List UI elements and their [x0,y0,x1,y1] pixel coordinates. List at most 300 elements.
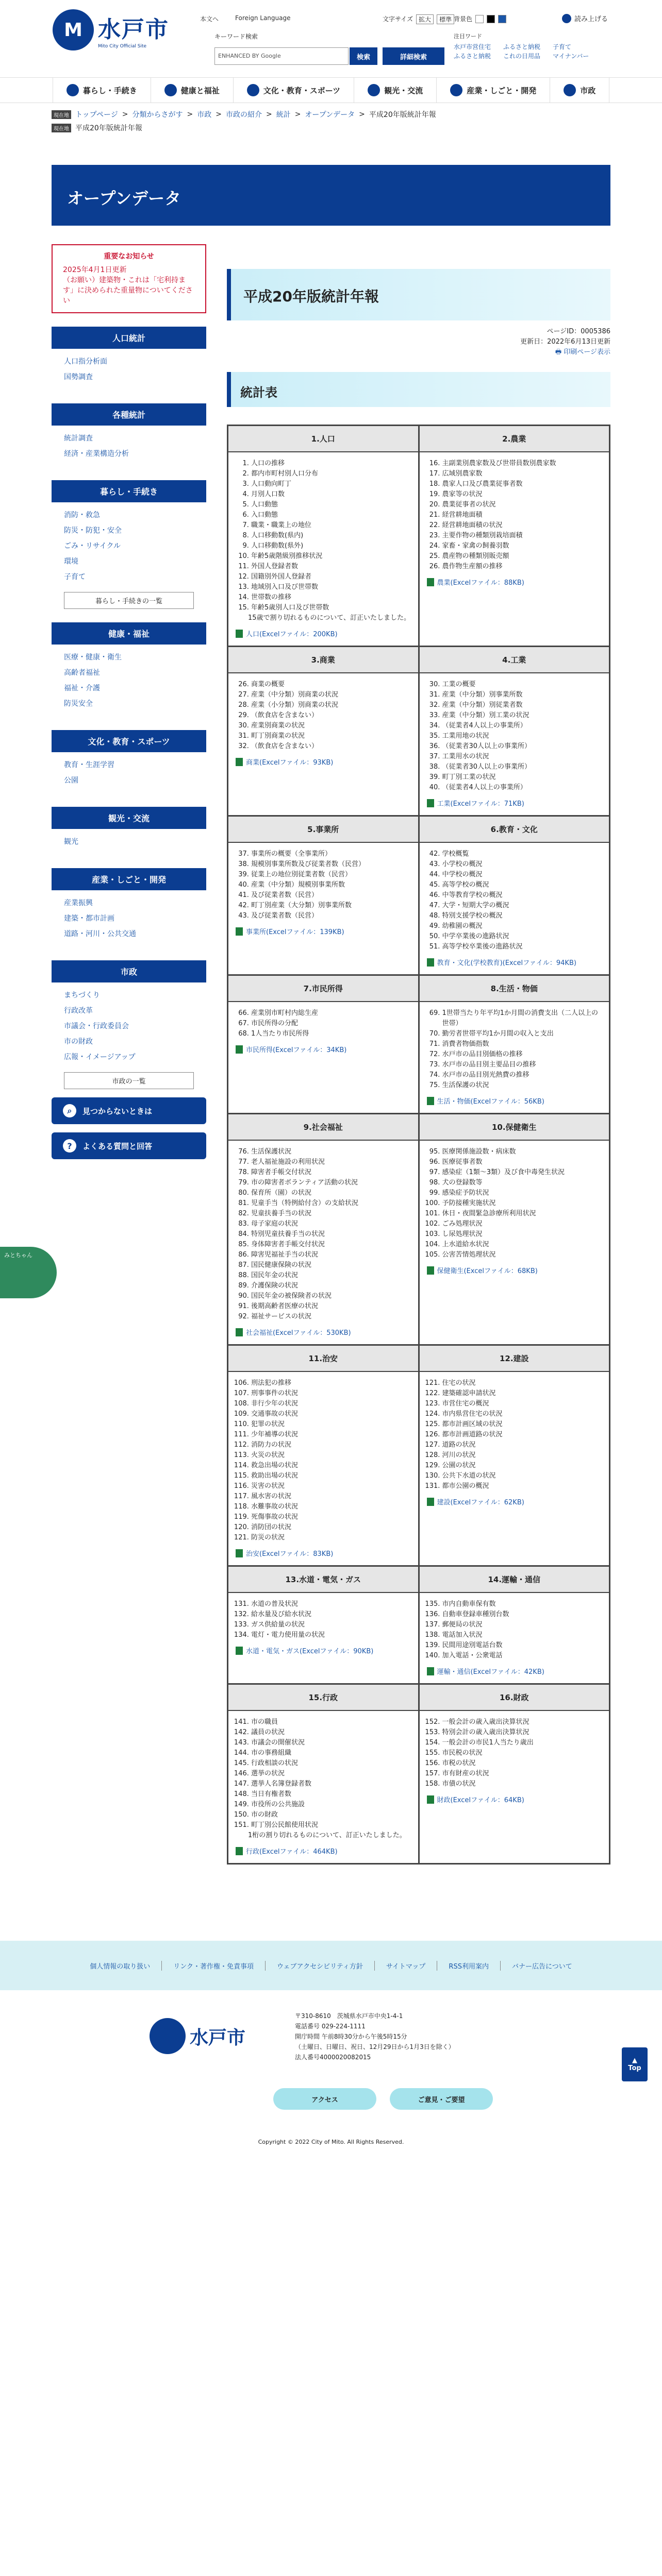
sidebar-section [52,403,206,467]
excel-file-icon [236,1549,243,1557]
section-title: 統計表 [227,372,610,407]
footer-link[interactable]: RSS利用案内 [437,1961,501,1971]
excel-download [228,921,418,943]
stats-cell-body [420,673,609,793]
breadcrumb-item: 平成20年版統計年報 [369,111,436,119]
back-to-top-button[interactable] [622,2047,648,2081]
excel-file-icon [427,578,434,586]
book-icon [247,84,259,96]
stats-item: 131. 都市公園の概況 [442,1481,602,1492]
stats-item: 142. 議員の状況 [251,1727,411,1738]
sidebar-link[interactable]: 福祉・介護 [64,684,100,692]
stats-item: 33. 産業（中分類）別工業の状況 [442,710,602,721]
quick-link[interactable]: 子育て [553,43,572,50]
stats-item: 30. 工業の概要 [442,680,602,690]
stats-item: 40. （従業者4人以上の事業所） [442,783,602,793]
stats-cell [228,1114,419,1345]
stats-item: 92. 福祉サービスの状況 [251,1312,411,1322]
stats-item: 66. 産業別市町村内総生産 [251,1008,411,1019]
sidebar-heading: 各種統計 [52,403,206,426]
text-size-enlarge-button[interactable]: 拡大 [416,14,434,24]
excel-download-link[interactable]: 工業(Excelファイル：71KB) [437,800,524,808]
gnav-item[interactable] [437,78,550,103]
footer-logo[interactable] [150,2018,245,2054]
stats-cell-heading: 12.建設 [420,1346,609,1372]
stats-item: 97. 感染症（1類～3類）及び食中毒発生状況 [442,1167,602,1178]
excel-download [228,1543,418,1565]
mascot-widget[interactable] [0,1247,57,1298]
excel-download-link[interactable]: 農業(Excelファイル：88KB) [437,579,524,587]
stats-item: 80. 保育所（園）の状況 [251,1188,411,1198]
stats-item: 27. 産業（中分類）別商業の状況 [251,690,411,700]
footer-link[interactable]: 個人情報の取り扱い [78,1961,162,1971]
sidebar [52,236,206,1865]
excel-file-icon [236,630,243,638]
breadcrumb-tag: 現在地 [52,110,71,119]
stats-item: 51. 高等学校卒業後の進路状況 [442,942,602,952]
stats-item: 154. 一般会計の市民1人当たり歳出 [442,1738,602,1748]
sidebar-link[interactable]: まちづくり [64,991,100,999]
sidebar-more-button[interactable]: 暮らし・手続きの一覧 [64,592,194,609]
breadcrumb-current: 平成20年版統計年報 [75,124,142,132]
stats-item: 123. 市営住宅の概況 [442,1399,602,1409]
excel-download-link[interactable]: 建設(Excelファイル：62KB) [437,1499,524,1506]
footer-links [0,1941,662,1990]
stats-item: 45. 高等学校の概況 [442,880,602,890]
sidebar-list-item [64,926,194,942]
excel-file-icon [236,1328,243,1336]
gnav-label: 健康と福祉 [180,86,220,95]
excel-download-link[interactable]: 教育・文化(学校教育)(Excelファイル：94KB) [437,959,576,967]
stats-item: 152. 一般会計の歳入歳出決算状況 [442,1717,602,1727]
sidebar-link[interactable]: 人口指分析面 [64,358,107,366]
city-emblem-icon [150,2018,186,2054]
search-icon: ⌕ [63,1104,76,1117]
global-nav [0,77,662,103]
sidebar-link[interactable]: 経済・産業構造分析 [64,450,129,458]
stats-item-list [427,1008,602,1091]
excel-file-icon [427,1266,434,1275]
breadcrumb-item[interactable]: 分類からさがす [132,111,183,119]
stats-item: 88. 国民年金の状況 [251,1270,411,1281]
sidebar-link[interactable]: 広報・イメージアップ [64,1053,136,1061]
stats-item: 36. （従業者30人以上の事業所） [442,741,602,752]
stats-item: 102. ごみ処理状況 [442,1219,602,1229]
excel-download [420,793,609,815]
read-aloud-label: 読み上げる [574,15,608,23]
stats-item: 127. 道路の状況 [442,1440,602,1450]
sidebar-link[interactable]: 高齢者福祉 [64,669,100,677]
footer-link[interactable]: バナー広告について [511,1962,572,1971]
sidebar-list [52,645,206,717]
sidebar-list [52,502,206,590]
sidebar-heading: 産業・しごと・開発 [52,868,206,890]
stats-item: 146. 選挙の状況 [251,1769,411,1779]
site-logo[interactable] [53,9,169,50]
quick-links [454,42,608,61]
stats-cell-heading: 3.商業 [228,647,418,673]
stats-item: 120. 消防団の状況 [251,1522,411,1533]
bg-blue-swatch[interactable] [498,15,506,23]
heart-icon [164,84,177,96]
stats-item-list [427,680,602,793]
quick-link[interactable]: ふるさと納税 [454,53,491,60]
stats-item-list [236,459,411,613]
footer-link[interactable]: リンク・著作権・免責事項 [162,1961,266,1971]
excel-download-link[interactable]: 事業所(Excelファイル：139KB) [246,928,344,936]
stats-item: 151. 町丁別公民館使用状況 [251,1820,411,1831]
stats-cell-body [228,452,418,623]
excel-download [228,623,418,646]
stats-cell-heading: 2.農業 [420,426,609,452]
excel-file-icon [427,1097,434,1105]
stats-cell [419,975,610,1114]
stats-cell-body [420,1141,609,1260]
stats-item: 138. 電話加入状況 [442,1630,602,1640]
stats-item: 46. 中等教育学校の概況 [442,890,602,901]
sidebar-list-item [64,554,194,569]
stats-item: 7. 職業・職業上の地位 [251,520,411,531]
stats-item: 16. 主副業別農家数及び世帯員数別農家数 [442,459,602,469]
stats-item: 43. 及び従業者数（民営） [251,911,411,921]
text-size-label: 文字サイズ [383,15,413,23]
excel-download [420,1789,609,1811]
print-link[interactable]: 🖶 印刷ページ表示 [555,348,610,356]
text-size-control [383,14,454,24]
stats-cell-heading: 6.教育・文化 [420,817,609,843]
sidebar-link[interactable]: 医療・健康・衛生 [64,653,122,662]
gnav-item[interactable] [234,78,354,103]
stats-item: 116. 災害の状況 [251,1481,411,1492]
breadcrumb-item[interactable]: 統計 [276,111,291,119]
stats-item: 5. 人口動態 [251,500,411,510]
notice-date: 2025年4月1日更新 [63,266,127,274]
stats-item: 157. 市有財産の状況 [442,1769,602,1779]
sidebar-heading: 暮らし・手続き [52,480,206,502]
sidebar-more-button[interactable]: 市政の一覧 [64,1072,194,1089]
footer-address [295,2011,455,2062]
breadcrumb-separator: > [216,110,222,118]
stats-item: 141. 市の職員 [251,1717,411,1727]
stats-item: 28. 産業（小分類）別商業の状況 [251,700,411,710]
breadcrumb-item[interactable]: 市政 [197,111,212,119]
sidebar-link[interactable]: 行政改革 [64,1007,93,1015]
stats-item: 85. 身体障害者手帳交付状況 [251,1240,411,1250]
stats-cell [228,1684,419,1864]
sidebar-list [52,829,206,855]
faq-label: よくある質問と回答 [82,1141,153,1151]
stats-cell [419,1114,610,1345]
sidebar-link[interactable]: 教育・生涯学習 [64,761,114,769]
sidebar-section [52,327,206,390]
stats-item: 136. 自動車登録車種別台数 [442,1609,602,1620]
sidebar-link[interactable]: ごみ・リサイクル [64,542,121,550]
excel-file-icon [236,1045,243,1054]
excel-download [228,1640,418,1663]
stats-item: 41. 及び従業者数（民営） [251,890,411,901]
stats-cell [228,426,419,647]
stats-item: 145. 行政相談の状況 [251,1758,411,1769]
stats-cell-body [228,1141,418,1322]
top-label: Top [628,2064,641,2072]
gnav-label: 市政 [580,86,596,95]
excel-file-icon [427,1795,434,1804]
stats-item: 1. 人口の推移 [251,459,411,469]
stats-item: 117. 風水害の状況 [251,1492,411,1502]
faq-button[interactable] [52,1132,206,1159]
stats-cell-body [420,1593,609,1661]
stats-item: 126. 都市計画道路の状況 [442,1430,602,1440]
stats-cell-heading: 8.生活・物価 [420,976,609,1002]
stats-cell [228,975,419,1114]
building-icon [450,84,462,96]
stats-item: 72. 水戸市の品目別価格の推移 [442,1049,602,1060]
sidebar-link[interactable]: 市の財政 [64,1038,93,1046]
stats-item: 90. 国民年金の被保険者の状況 [251,1291,411,1301]
not-found-button[interactable] [52,1097,206,1124]
logo-subtext: Mito City Official Site [98,44,147,49]
excel-download [228,752,418,774]
excel-file-icon [427,1498,434,1506]
stats-cell-body [420,843,609,952]
stats-cell-heading: 14.運輸・通信 [420,1567,609,1593]
breadcrumb [0,103,662,137]
bg-color-label: 背景色 [454,15,473,23]
excel-download-link[interactable]: 保健衛生(Excelファイル：68KB) [437,1267,538,1275]
stats-cell [419,647,610,816]
excel-download [228,1841,418,1863]
gnav-item[interactable] [550,78,609,103]
stats-item: 89. 介護保険の状況 [251,1281,411,1291]
header-link[interactable]: Foreign Language [235,14,291,22]
breadcrumb-item[interactable]: 市政の紹介 [225,111,262,119]
excel-download-link[interactable]: 人口(Excelファイル：200KB) [246,631,338,638]
stats-cell-heading: 5.事業所 [228,817,418,843]
stats-item: 111. 少年補導の状況 [251,1430,411,1440]
quick-link[interactable]: マイナンバー [553,53,589,60]
stats-item: 26. 商業の概要 [251,680,411,690]
sidebar-link[interactable]: 建築・都市計画 [64,914,114,923]
excel-download-link[interactable]: 治安(Excelファイル：83KB) [246,1550,334,1558]
logo-text: 水戸市 [98,16,169,43]
sidebar-list-item [64,1034,194,1049]
stats-item: 21. 経営耕地面積 [442,510,602,520]
stats-item-list [236,1599,411,1640]
stats-cell-body [420,1372,609,1492]
excel-download-link[interactable]: 市民所得(Excelファイル：34KB) [246,1046,347,1054]
stats-item: 22. 経営耕地面積の状況 [442,520,602,531]
stats-item: 74. 水戸市の品目別光熱費の推移 [442,1070,602,1080]
stats-item: 23. 主要作物の種類別栽培面積 [442,531,602,541]
stats-item: 82. 児童扶養手当の状況 [251,1209,411,1219]
stats-item: 84. 特別児童扶養手当の状況 [251,1229,411,1240]
excel-download-link[interactable]: 財政(Excelファイル：64KB) [437,1797,524,1804]
stats-item: 105. 公害苦情処理状況 [442,1250,602,1260]
stats-item: 132. 給水量及び給水状況 [251,1609,411,1620]
access-button[interactable]: アクセス [273,2088,376,2110]
search-input[interactable]: ENHANCED BY Google [214,47,349,65]
footer-address-line: 電話番号 029-224-1111 [295,2023,366,2030]
sidebar-link[interactable]: 道路・河川・公共交通 [64,930,136,938]
arrow-up-icon: ▲ [632,2057,637,2064]
gnav-label: 暮らし・手続き [82,86,137,95]
quick-link[interactable]: ふるさと納税 [503,43,541,50]
sidebar-link[interactable]: 環境 [64,557,78,566]
breadcrumb-tag: 現在地 [52,124,71,132]
excel-download [420,952,609,974]
sidebar-link[interactable]: 防災・防犯・安全 [64,527,122,535]
sidebar-link[interactable]: 公園 [64,776,78,785]
stats-item: 49. 幼稚園の概況 [442,921,602,931]
stats-item: 135. 市内自動車保有数 [442,1599,602,1609]
footer-link[interactable]: サイトマップ [375,1961,438,1971]
sidebar-list-item [64,696,194,711]
stats-item: 118. 水難事故の状況 [251,1502,411,1512]
stats-item-list [236,1717,411,1831]
text-size-standard-button[interactable]: 標準 [437,14,454,24]
notice-link[interactable]: （お願い）建築物・これは「宅利持ます」に決められた重量物についてください [63,276,193,305]
excel-download-link[interactable]: 運輸・通信(Excelファイル：42KB) [437,1668,544,1676]
excel-download-link[interactable]: 社会福祉(Excelファイル：530KB) [246,1329,351,1337]
stats-cell [228,1345,419,1566]
sidebar-link[interactable]: 産業振興 [64,899,93,907]
stats-item: 149. 市役所の公共施設 [251,1800,411,1810]
sidebar-link[interactable]: 観光 [64,838,78,846]
excel-download [228,1322,418,1344]
stats-item: 24. 家畜・家禽の飼養羽数 [442,541,602,551]
stats-cell-body [420,452,609,572]
stats-item: 158. 市債の状況 [442,1779,602,1789]
stats-item: 30. 産業別商業の状況 [251,721,411,731]
stats-item: 79. 市の障害者ボランティア活動の状況 [251,1178,411,1188]
stats-item: 148. 当日有権者数 [251,1789,411,1800]
stats-item: 121. 防災の状況 [251,1533,411,1543]
gnav-item[interactable] [53,78,151,103]
stats-cell-heading: 9.社会福祉 [228,1114,418,1141]
sidebar-list-item [64,1019,194,1034]
house-icon [67,84,79,96]
header-link[interactable]: 本文へ [200,15,219,23]
sidebar-list [52,426,206,467]
quick-link[interactable]: これの日用品 [503,53,541,60]
stats-cell-body [228,843,418,921]
stats-cell [228,647,419,816]
stats-item: 70. 勤労者世帯平均1か月間の収入と支出 [442,1029,602,1039]
sidebar-link[interactable]: 消防・救急 [64,511,100,519]
city-emblem-icon: M [53,9,94,50]
stats-cell [228,816,419,975]
footer-link[interactable]: ウェブアクセシビリティ方針 [266,1961,375,1971]
stats-item: 35. 工業用地の状況 [442,731,602,741]
stats-item-list [427,1147,602,1260]
footer-address-line: 法人番号4000020082015 [295,2054,371,2061]
stats-item: 125. 都市計画区域の状況 [442,1419,602,1430]
read-aloud-button[interactable] [562,13,608,23]
stats-item: 98. 犬の登録数等 [442,1178,602,1188]
gnav-label: 産業・しごと・開発 [467,86,537,95]
excel-download-link[interactable]: 行政(Excelファイル：464KB) [246,1848,338,1856]
breadcrumb-item[interactable]: トップページ [75,111,118,119]
stats-item: 124. 市内県営住宅の状況 [442,1409,602,1419]
stats-item: 32. 産業（中分類）別従業者数 [442,700,602,710]
stats-note: 1桁の割り切れるものについて、訂正いたしました。 [248,1832,406,1839]
sidebar-section [52,622,206,717]
quick-link[interactable]: 水戸市営住宅 [454,43,491,50]
sidebar-heading: 市政 [52,960,206,982]
stats-note-list [236,1831,411,1841]
stats-item: 78. 障害者手帳交付状況 [251,1167,411,1178]
stats-item: 11. 外国人登録者数 [251,562,411,572]
advanced-search-button[interactable]: 詳細検索 [383,47,444,65]
header-links [200,14,290,23]
stats-item: 114. 救急出場の状況 [251,1461,411,1471]
stats-cell-heading: 4.工業 [420,647,609,673]
stats-item: 31. 産業（中分類）別事業所数 [442,690,602,700]
sidebar-list-item [64,1003,194,1019]
stats-cell-body [228,1002,418,1039]
excel-download-link[interactable]: 生活・物価(Excelファイル：56KB) [437,1098,544,1106]
excel-download-link[interactable]: 商業(Excelファイル：93KB) [246,759,334,767]
stats-item: 32. （飲食店を含まない） [251,741,411,752]
bg-black-swatch[interactable] [487,15,495,23]
stats-cell-body [228,1593,418,1640]
breadcrumb-item[interactable]: オープンデータ [305,111,355,119]
breadcrumb-separator: > [122,110,128,118]
stats-item: 4. 月別人口数 [251,489,411,500]
stats-item: 156. 市税の状況 [442,1758,602,1769]
sidebar-link[interactable]: 子育て [64,573,86,581]
stats-item: 81. 児童手当（特例給付含）の支給状況 [251,1198,411,1209]
stats-item: 2. 都内市町村別人口分布 [251,469,411,479]
sidebar-list-item [64,569,194,585]
sidebar-link[interactable]: 統計調査 [64,434,93,443]
sidebar-link[interactable]: 防災安全 [64,700,93,708]
feedback-button[interactable]: ご意見・ご要望 [390,2088,493,2110]
sidebar-link[interactable]: 市議会・行政委員会 [64,1022,129,1030]
bg-color-control [454,14,506,23]
sidebar-link[interactable]: 国勢調査 [64,373,93,381]
stats-item: 115. 救助出場の状況 [251,1471,411,1481]
bg-white-swatch[interactable] [475,15,484,23]
excel-download [420,1091,609,1113]
stats-cell [419,1566,610,1684]
not-found-label: 見つからないときは [82,1106,153,1116]
stats-cell [419,1345,610,1566]
stats-item: 103. し尿処理状況 [442,1229,602,1240]
stats-item: 153. 特別会計の歳入歳出決算状況 [442,1727,602,1738]
stats-item: 73. 水戸市の品目別主要品目の推移 [442,1060,602,1070]
stats-table [227,425,610,1865]
sidebar-section [52,480,206,609]
footer-logo-text: 水戸市 [190,2027,246,2048]
gnav-item[interactable] [354,78,437,103]
excel-download-link[interactable]: 水道・電気・ガス(Excelファイル：90KB) [246,1648,374,1655]
stats-item: 99. 感染症予防状況 [442,1188,602,1198]
sidebar-section [52,960,206,1089]
gnav-item[interactable] [151,78,234,103]
sidebar-list-item [64,895,194,911]
stats-item: 104. 上水道給水状況 [442,1240,602,1250]
stats-item: 18. 農家人口及び農業従事者数 [442,479,602,489]
excel-file-icon [236,1847,243,1855]
stats-item-list [427,1717,602,1789]
stats-cell-heading: 15.行政 [228,1685,418,1711]
search-button[interactable]: 検索 [350,47,377,65]
stats-item: 50. 中学卒業後の進路状況 [442,931,602,942]
stats-item: 6. 入口動態 [251,510,411,520]
stats-item: 100. 予防接種実施状況 [442,1198,602,1209]
breadcrumb-separator: > [359,110,365,118]
